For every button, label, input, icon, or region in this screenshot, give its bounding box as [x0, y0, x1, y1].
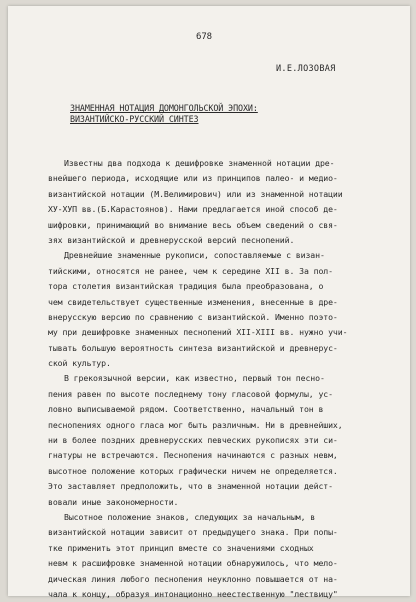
page-number: 678 [196, 32, 212, 42]
text-line: Древнейшие знаменные рукописи, сопоставляемые с визан- [64, 250, 325, 261]
text-line: вовали иные закономерности. [48, 496, 179, 507]
text-line: зях византийской и древнерусской версий песнопений. [48, 234, 295, 245]
text-line: ской культур. [48, 358, 111, 369]
text-line: тывать большую вероятность синтеза византийской и древнерус- [48, 342, 338, 353]
text-line: византийской нотации (М.Велимирович) или из знаменной нотации [48, 188, 343, 199]
text-line: пения равен по высоте последнему тону гласовой формулы, ус- [48, 388, 333, 399]
text-line: Известны два подхода к дешифровке знаменной нотации дре- [64, 158, 335, 168]
text-line: дическая линия любого песнопения неуклонно повышается от на- [48, 573, 338, 584]
body-text [48, 156, 400, 602]
article-title [70, 103, 390, 125]
text-line: гнатуры не встречаются. Песнопения начинаются с разных невм, [48, 450, 338, 461]
text-line: тийскими, относятся не ранее, чем к середине XII в. За пол- [48, 265, 333, 276]
text-line: ХУ-ХУП вв.(Б.Карастоянов). Нами предлагается иной способ де- [48, 204, 338, 215]
text-line: чем свидетельствует существенные изменения, внесенные в дре- [48, 296, 338, 307]
text-line: Это заставляет предположить, что в знаменной нотации дейст- [48, 481, 333, 492]
text-line: византийской нотации зависит от предыдущего знака. При попы- [48, 527, 338, 538]
text-line: ни в более поздних древнерусских певческих рукописях эти си- [48, 435, 338, 446]
text-line: Высотное положение знаков, следующих за начальным, в [64, 511, 316, 522]
text-line: шифровки, принимающий во внимание весь объем сведений о свя- [48, 219, 338, 230]
text-line: чала к концу, образуя интонационно неестественную "лествицу" [48, 588, 338, 599]
text-line: внерусскую версию по сравнению с византийской. Именно поэто- [48, 311, 338, 322]
text-line: му при дешифровке знаменных песнопений XII-XIII вв. нужно учи- [48, 327, 348, 338]
text-line: тора столетия византийская традиция была преобразована, о [48, 281, 324, 292]
text-line: тке применить этот принцип вместе со значениями сходных [48, 542, 314, 553]
title-line-2: ВИЗАНТИЙСКО-РУССКИЙ СИНТЕЗ [70, 114, 199, 124]
text-line: невм к расшифровке знаменной нотации обнаружилось, что мело- [48, 558, 338, 569]
title-line-1: ЗНАМЕННАЯ НОТАЦИЯ ДОМОНГОЛЬСКОЙ ЭПОХИ: [70, 103, 258, 113]
text-line: внейшего периода, исходящие или из принципов палео- и медио- [48, 173, 338, 184]
text-line: ловно выписываемой рядом. Соответственно, начальный тон в [48, 404, 324, 415]
text-line: В грекоязычной версии, как известно, первый тон песно- [64, 373, 325, 384]
document-page [8, 6, 410, 599]
author-name: И.Е.ЛОЗОВАЯ [276, 64, 336, 74]
text-line: высотное положение которых графически ничем не определяется. [48, 465, 338, 476]
text-line: песнопениях одного гласа мог быть различным. Ни в древнейших, [48, 419, 343, 430]
